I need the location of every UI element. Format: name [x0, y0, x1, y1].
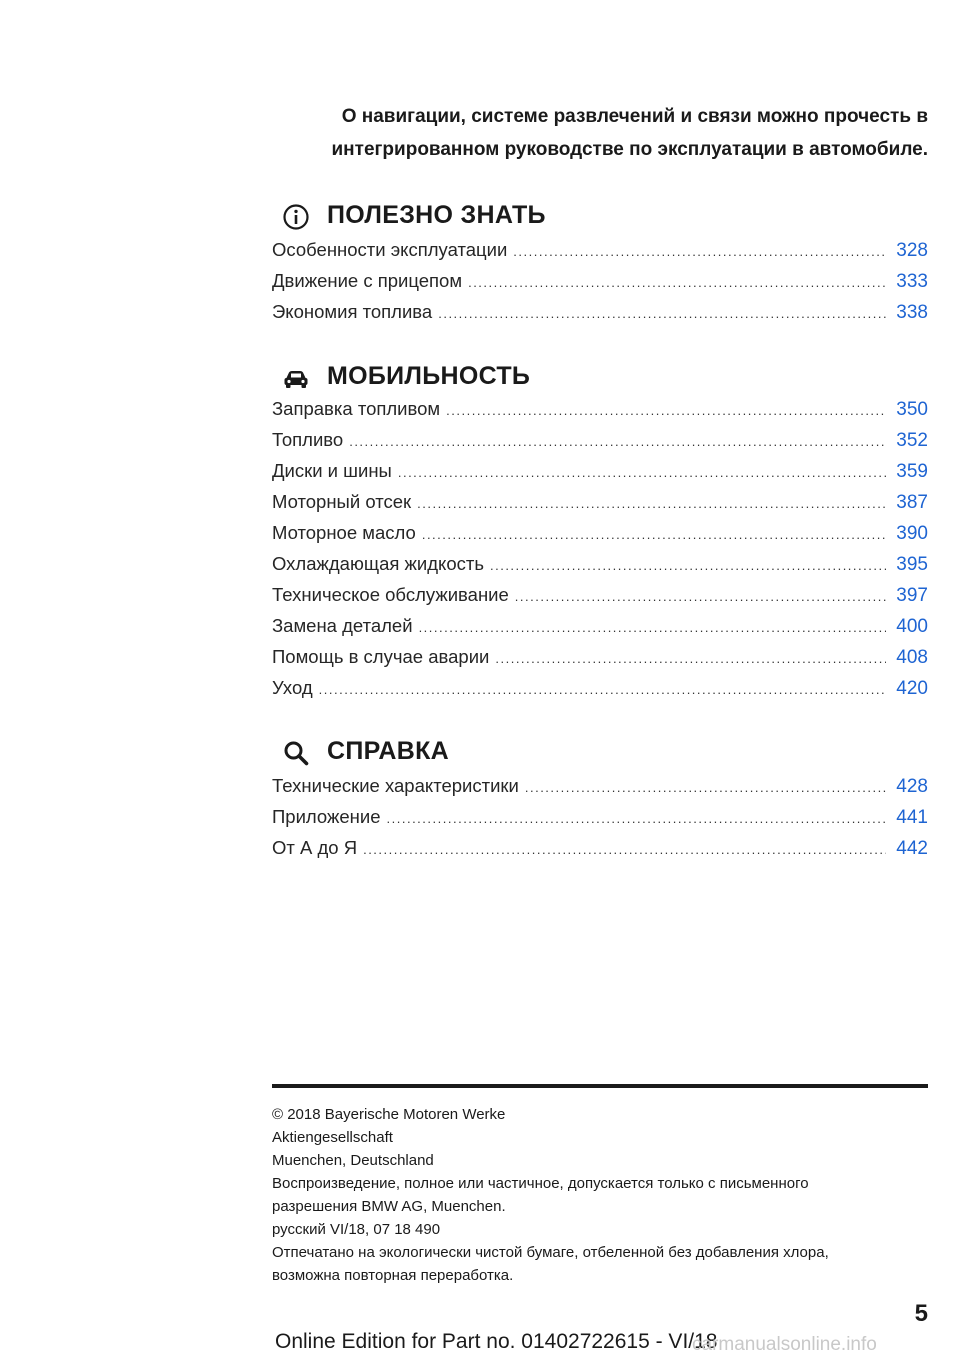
toc-entry-label: Особенности эксплуатации: [272, 239, 508, 260]
toc-entry-label: Технические характеристики: [272, 775, 519, 796]
toc-entry[interactable]: [272, 615, 928, 646]
leader-dots: [419, 620, 886, 635]
toc-entry-label: Движение с прицепом: [272, 270, 463, 291]
toc-page-link[interactable]: 441: [896, 807, 928, 828]
section-header: [272, 358, 928, 398]
toc-entry[interactable]: [272, 806, 928, 837]
imprint-line: Воспроизведение, полное или частичное, допускается только с письменного: [272, 1175, 809, 1192]
toc-page-link[interactable]: 428: [896, 776, 928, 797]
toc-page-link[interactable]: 333: [896, 271, 928, 292]
toc-page-link[interactable]: 420: [896, 678, 928, 699]
online-edition-footer: Online Edition for Part no. 01402722615 - VI/18: [275, 1330, 718, 1353]
toc-page-link[interactable]: 390: [896, 523, 928, 544]
toc-page-link[interactable]: 328: [896, 240, 928, 261]
toc-page-link[interactable]: 397: [896, 585, 928, 606]
section-useful-to-know: [272, 197, 928, 332]
toc-entry[interactable]: [272, 239, 928, 270]
imprint-line: © 2018 Bayerische Motoren Werke: [272, 1106, 506, 1123]
toc-entry-label: Моторный отсек: [272, 491, 412, 512]
toc-page-link[interactable]: 400: [896, 616, 928, 637]
leader-dots: [422, 527, 886, 542]
car-icon: [282, 364, 310, 392]
leader-dots: [398, 465, 886, 480]
intro-line-2: интегрированном руководстве по эксплуатации в автомобиле.: [331, 139, 928, 160]
toc-entry-label: Диски и шины: [272, 460, 392, 481]
divider-rule: [272, 1084, 928, 1088]
section-title: МОБИЛЬНОСТЬ: [327, 362, 531, 390]
toc-page-link[interactable]: 442: [896, 838, 928, 859]
leader-dots: [468, 275, 886, 290]
toc-entry-label: Помощь в случае аварии: [272, 646, 490, 667]
imprint-line: Aktiengesellschaft: [272, 1129, 393, 1146]
toc-entry[interactable]: [272, 677, 928, 708]
leader-dots: [446, 403, 886, 418]
leader-dots: [525, 780, 886, 795]
toc-entry[interactable]: [272, 398, 928, 429]
search-icon: [282, 739, 310, 767]
section-mobility: [272, 358, 928, 708]
section-header: [272, 197, 928, 237]
leader-dots: [515, 589, 886, 604]
toc-page-link[interactable]: 350: [896, 399, 928, 420]
toc-entry[interactable]: [272, 491, 928, 522]
toc-page-link[interactable]: 408: [896, 647, 928, 668]
toc-entry[interactable]: [272, 270, 928, 301]
toc-entry[interactable]: [272, 522, 928, 553]
watermark: carmanualsonline.info: [692, 1334, 877, 1355]
toc-entry[interactable]: [272, 775, 928, 806]
toc-entry-label: Техническое обслуживание: [272, 584, 509, 605]
toc-entry[interactable]: [272, 646, 928, 677]
toc-entry[interactable]: [272, 301, 928, 332]
toc-entry-label: Экономия топлива: [272, 301, 433, 322]
leader-dots: [349, 434, 886, 449]
leader-dots: [438, 306, 886, 321]
section-reference: [272, 733, 928, 868]
toc-page-link[interactable]: 352: [896, 430, 928, 451]
toc-page-link[interactable]: 338: [896, 302, 928, 323]
page-number: 5: [914, 1300, 928, 1327]
toc-entry[interactable]: [272, 460, 928, 491]
leader-dots: [417, 496, 886, 511]
leader-dots: [319, 682, 886, 697]
imprint-line: Muenchen, Deutschland: [272, 1152, 434, 1169]
toc-page-link[interactable]: 395: [896, 554, 928, 575]
imprint-line: разрешения BMW AG, Muenchen.: [272, 1198, 506, 1215]
leader-dots: [513, 244, 886, 259]
toc-entry-label: От А до Я: [272, 837, 358, 858]
toc-entry-label: Уход: [272, 677, 313, 698]
intro-note: [228, 100, 928, 166]
leader-dots: [387, 811, 886, 826]
toc-entry-label: Приложение: [272, 806, 381, 827]
info-icon: [282, 203, 310, 231]
toc-entry-label: Охлаждающая жидкость: [272, 553, 484, 574]
toc-page-link[interactable]: 359: [896, 461, 928, 482]
section-header: [272, 733, 928, 773]
toc-entry[interactable]: [272, 429, 928, 460]
toc-page-link[interactable]: 387: [896, 492, 928, 513]
toc-entry-label: Заправка топливом: [272, 398, 441, 419]
intro-line-1: О навигации, системе развлечений и связи можно прочесть в: [341, 106, 928, 127]
section-title: ПОЛЕЗНО ЗНАТЬ: [327, 201, 546, 229]
imprint-line: возможна повторная переработка.: [272, 1267, 514, 1284]
toc-entry[interactable]: [272, 553, 928, 584]
section-title: СПРАВКА: [327, 737, 450, 765]
toc-entry[interactable]: [272, 584, 928, 615]
toc-entry-label: Замена деталей: [272, 615, 413, 636]
toc-entry-label: Моторное масло: [272, 522, 416, 543]
toc-entry-label: Топливо: [272, 429, 344, 450]
imprint-line: Отпечатано на экологически чистой бумаге, отбеленной без добавления хлора,: [272, 1244, 829, 1261]
toc-entry[interactable]: [272, 837, 928, 868]
leader-dots: [495, 651, 886, 666]
leader-dots: [363, 842, 886, 857]
imprint-block: [272, 1103, 928, 1287]
leader-dots: [490, 558, 886, 573]
imprint-line: русский VI/18, 07 18 490: [272, 1221, 441, 1238]
